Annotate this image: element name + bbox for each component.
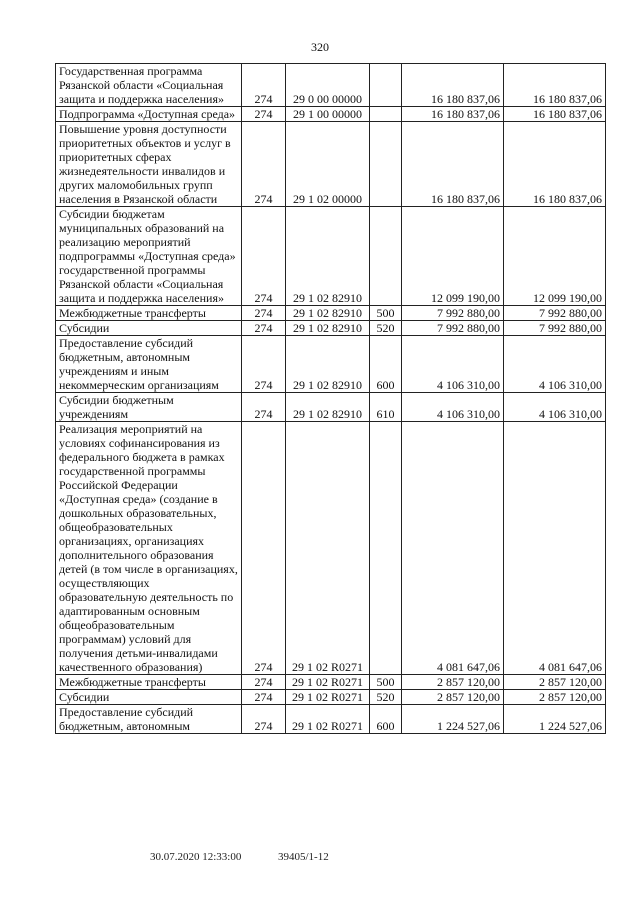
amount-approved: 4 106 310,00 — [402, 336, 504, 393]
expense-type — [370, 422, 402, 675]
target-article: 29 1 02 82910 — [286, 336, 370, 393]
ministry-code: 274 — [242, 321, 286, 336]
target-article: 29 1 02 82910 — [286, 393, 370, 422]
target-article: 29 1 02 82910 — [286, 306, 370, 321]
amount-executed: 16 180 837,06 — [504, 64, 606, 107]
ministry-code: 274 — [242, 306, 286, 321]
amount-approved: 16 180 837,06 — [402, 107, 504, 122]
row-name: Предоставление субсидий бюджетным, автономным учреждениям и иным некоммерческим организациям — [56, 336, 242, 393]
amount-approved: 2 857 120,00 — [402, 675, 504, 690]
target-article: 29 1 02 82910 — [286, 207, 370, 306]
table-row — [56, 393, 606, 422]
ministry-code: 274 — [242, 336, 286, 393]
table-row — [56, 64, 606, 107]
expense-type: 520 — [370, 321, 402, 336]
table-row — [56, 321, 606, 336]
table-row — [56, 690, 606, 705]
row-name: Межбюджетные трансферты — [56, 306, 242, 321]
footer-doc-code: 39405/1-12 — [278, 851, 329, 863]
target-article: 29 1 02 00000 — [286, 122, 370, 207]
expense-type: 500 — [370, 306, 402, 321]
expense-type: 500 — [370, 675, 402, 690]
amount-executed: 4 106 310,00 — [504, 336, 606, 393]
table-row — [56, 306, 606, 321]
amount-executed: 1 224 527,06 — [504, 705, 606, 734]
table-row — [56, 705, 606, 734]
amount-executed: 16 180 837,06 — [504, 122, 606, 207]
row-name: Субсидии бюджетным учреждениям — [56, 393, 242, 422]
amount-approved: 7 992 880,00 — [402, 306, 504, 321]
row-name: Субсидии — [56, 690, 242, 705]
amount-executed: 2 857 120,00 — [504, 690, 606, 705]
amount-executed: 2 857 120,00 — [504, 675, 606, 690]
amount-approved: 16 180 837,06 — [402, 64, 504, 107]
expense-type: 610 — [370, 393, 402, 422]
table-row — [56, 122, 606, 207]
ministry-code: 274 — [242, 393, 286, 422]
expense-type — [370, 207, 402, 306]
expense-type: 600 — [370, 336, 402, 393]
row-name: Подпрограмма «Доступная среда» — [56, 107, 242, 122]
ministry-code: 274 — [242, 64, 286, 107]
table-row — [56, 207, 606, 306]
row-name: Реализация мероприятий на условиях софинансирования из федерального бюджета в рамках государственной программы Российской Федерации «Доступная среда» (создание в дошкольных образовательных, общеобразовательных организациях, организациях дополнительного образования детей (в том числе в организациях, осуществляющих образовательную деятельность по адаптированным основным общеобразовательным программам) условий для получения детьми-инвалидами качественного образования) — [56, 422, 242, 675]
expense-type — [370, 107, 402, 122]
table-row — [56, 422, 606, 675]
footer-timestamp: 30.07.2020 12:33:00 — [150, 851, 242, 863]
amount-executed: 16 180 837,06 — [504, 107, 606, 122]
target-article: 29 1 02 R0271 — [286, 675, 370, 690]
expense-type: 520 — [370, 690, 402, 705]
table-row — [56, 675, 606, 690]
amount-executed: 7 992 880,00 — [504, 306, 606, 321]
amount-approved: 16 180 837,06 — [402, 122, 504, 207]
budget-table — [55, 63, 606, 734]
expense-type — [370, 122, 402, 207]
amount-approved: 4 081 647,06 — [402, 422, 504, 675]
row-name: Повышение уровня доступности приоритетных объектов и услуг в приоритетных сферах жизнедеятельности инвалидов и других маломобильных групп населения в Рязанской области — [56, 122, 242, 207]
ministry-code: 274 — [242, 122, 286, 207]
target-article: 29 1 00 00000 — [286, 107, 370, 122]
ministry-code: 274 — [242, 690, 286, 705]
row-name: Предоставление субсидий бюджетным, автономным — [56, 705, 242, 734]
page-number: 320 — [311, 40, 329, 54]
expense-type: 600 — [370, 705, 402, 734]
row-name: Государственная программа Рязанской области «Социальная защита и поддержка населения» — [56, 64, 242, 107]
table-row — [56, 336, 606, 393]
amount-executed: 12 099 190,00 — [504, 207, 606, 306]
amount-approved: 7 992 880,00 — [402, 321, 504, 336]
target-article: 29 0 00 00000 — [286, 64, 370, 107]
ministry-code: 274 — [242, 675, 286, 690]
row-name: Субсидии бюджетам муниципальных образований на реализацию мероприятий подпрограммы «Доступная среда» государственной программы Рязанской области «Социальная защита и поддержка населения» — [56, 207, 242, 306]
amount-approved: 12 099 190,00 — [402, 207, 504, 306]
amount-executed: 7 992 880,00 — [504, 321, 606, 336]
ministry-code: 274 — [242, 107, 286, 122]
row-name: Межбюджетные трансферты — [56, 675, 242, 690]
expense-type — [370, 64, 402, 107]
ministry-code: 274 — [242, 705, 286, 734]
row-name: Субсидии — [56, 321, 242, 336]
amount-executed: 4 106 310,00 — [504, 393, 606, 422]
target-article: 29 1 02 82910 — [286, 321, 370, 336]
amount-approved: 1 224 527,06 — [402, 705, 504, 734]
ministry-code: 274 — [242, 422, 286, 675]
ministry-code: 274 — [242, 207, 286, 306]
amount-approved: 2 857 120,00 — [402, 690, 504, 705]
target-article: 29 1 02 R0271 — [286, 690, 370, 705]
target-article: 29 1 02 R0271 — [286, 422, 370, 675]
amount-approved: 4 106 310,00 — [402, 393, 504, 422]
target-article: 29 1 02 R0271 — [286, 705, 370, 734]
table-row — [56, 107, 606, 122]
amount-executed: 4 081 647,06 — [504, 422, 606, 675]
